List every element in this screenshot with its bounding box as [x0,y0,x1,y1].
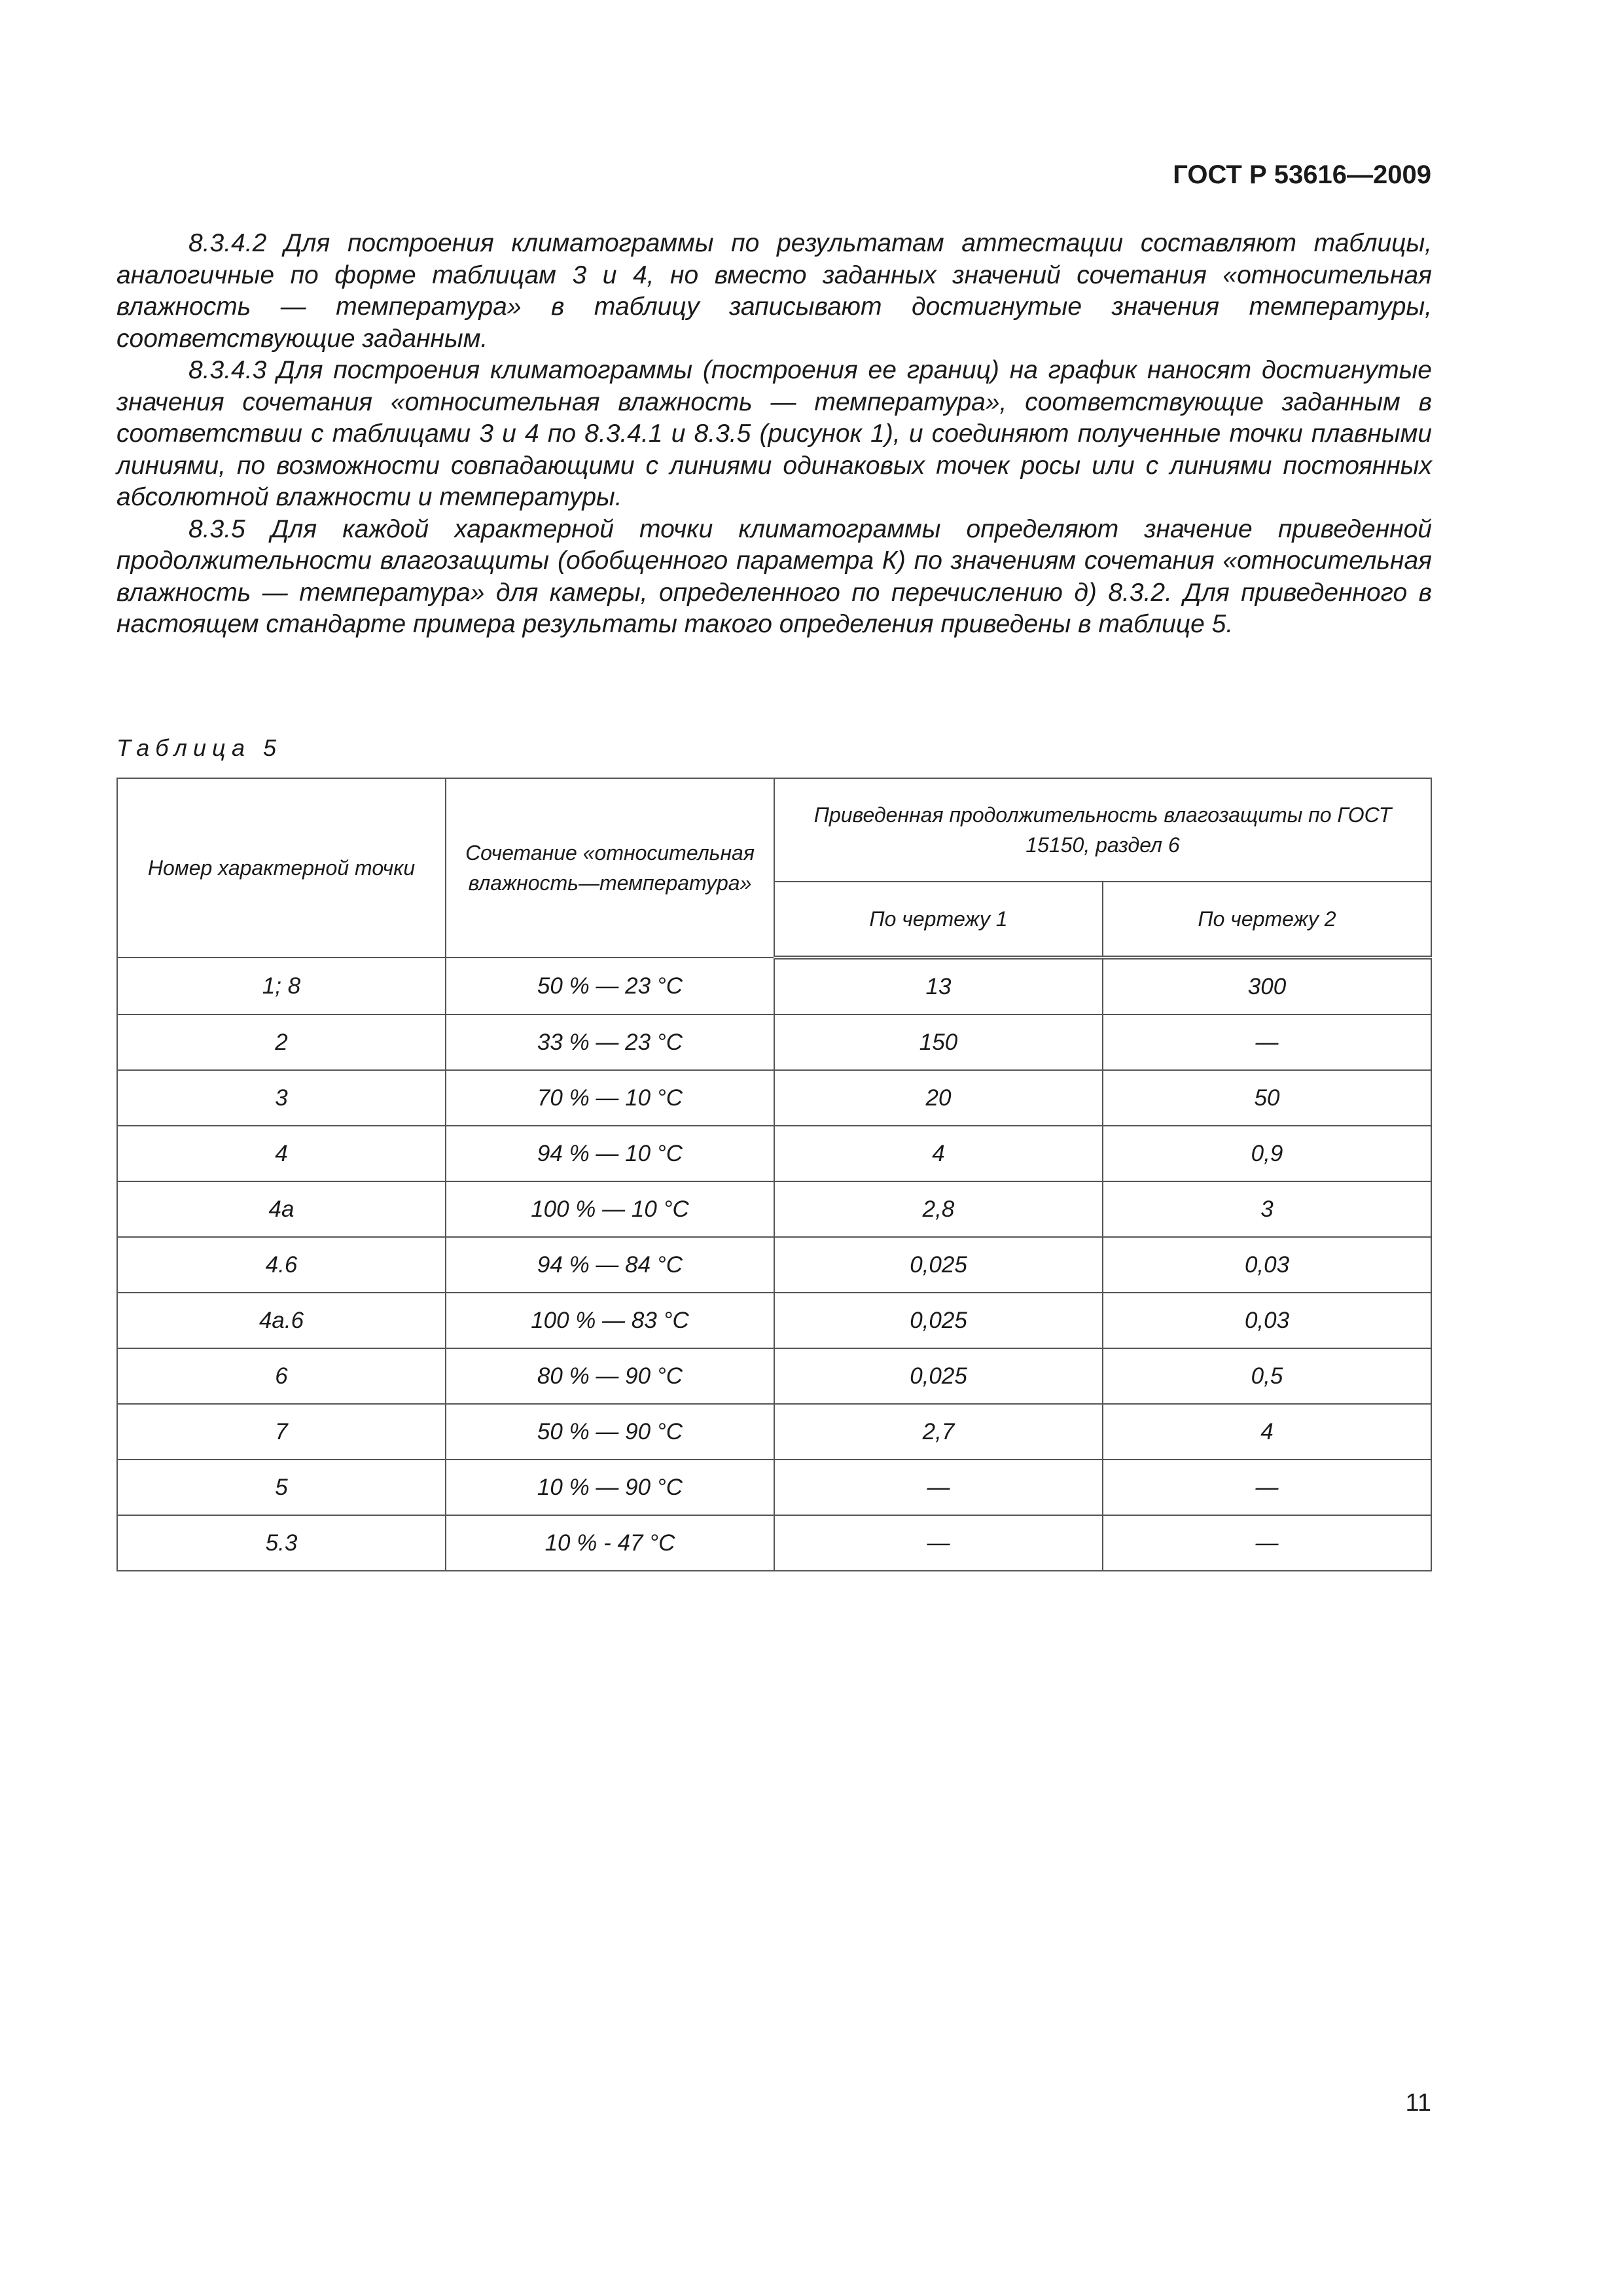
cell-combination: 10 % - 47 °С [446,1515,774,1571]
cell-drawing-2: 0,03 [1103,1237,1431,1293]
cell-drawing-1: — [774,1515,1103,1571]
cell-drawing-2: — [1103,1515,1431,1571]
cell-point: 5.3 [117,1515,446,1571]
body-text [116,228,1432,641]
cell-combination: 50 % — 90 °С [446,1404,774,1460]
table-row [117,958,1431,1014]
cell-drawing-1: 0,025 [774,1293,1103,1348]
paragraph-8-3-4-2: 8.3.4.2 Для построения климатограммы по результатам аттестации составляют таблицы, аналогичные по форме таблицам 3 и 4, но вместо заданных значений сочетания «относительная влажность — температура» в таблицу записывают достигнутые значения температуры, соответствующие заданным. [116,229,1432,353]
table-row [117,1237,1431,1293]
header-duration: Приведенная продолжительность влагозащиты по ГОСТ 15150, раздел 6 [774,778,1431,882]
table-row [117,1181,1431,1237]
header-point-number: Номер характерной точки [117,778,446,958]
table-row [117,1070,1431,1126]
cell-drawing-2: 4 [1103,1404,1431,1460]
cell-combination: 50 % — 23 °С [446,958,774,1014]
cell-drawing-2: 3 [1103,1181,1431,1237]
table-caption: Таблица 5 [116,734,283,761]
cell-point: 7 [117,1404,446,1460]
cell-drawing-1: 13 [774,958,1103,1014]
cell-drawing-1: 0,025 [774,1348,1103,1404]
cell-combination: 33 % — 23 °С [446,1014,774,1070]
cell-drawing-2: 0,9 [1103,1126,1431,1181]
header-combination: Сочетание «относительная влажность—температура» [446,778,774,958]
cell-point: 4а.6 [117,1293,446,1348]
cell-combination: 94 % — 10 °С [446,1126,774,1181]
cell-point: 1; 8 [117,958,446,1014]
table-row [117,1460,1431,1515]
cell-combination: 80 % — 90 °С [446,1348,774,1404]
cell-point: 5 [117,1460,446,1515]
cell-drawing-1: 2,7 [774,1404,1103,1460]
cell-point: 2 [117,1014,446,1070]
cell-combination: 100 % — 10 °С [446,1181,774,1237]
document-code-header: ГОСТ Р 53616—2009 [1173,160,1431,189]
page-number: 11 [1405,2089,1431,2117]
paragraph-8-3-4-3: 8.3.4.3 Для построения климатограммы (построения ее границ) на график наносят достигнутые значения сочетания «относительная влажность — температура», соответствующие заданным в соответствии с таблицами 3 и 4 по 8.3.4.1 и 8.3.5 (рисунок 1), и соединяют полученные точки плавными линиями, по возможности совпадающими с линиями одинаковых точек росы или с линиями постоянных абсолютной влажности и температуры. [116,356,1432,511]
table-5 [116,778,1432,1571]
cell-combination: 70 % — 10 °С [446,1070,774,1126]
paragraph-8-3-5: 8.3.5 Для каждой характерной точки климатограммы определяют значение приведенной продолжительности влагозащиты (обобщенного параметра К) по значениям сочетания «относительная влажность — температура» для камеры, определенного по перечислению д) 8.3.2. Для приведенного в настоящем стандарте примера результаты такого определения приведены в таблице 5. [116,514,1432,638]
cell-point: 4а [117,1181,446,1237]
header-drawing-2: По чертежу 2 [1103,882,1431,958]
cell-combination: 10 % — 90 °С [446,1460,774,1515]
cell-point: 6 [117,1348,446,1404]
cell-drawing-2: 50 [1103,1070,1431,1126]
cell-drawing-2: 300 [1103,958,1431,1014]
table-row [117,1348,1431,1404]
table-row [117,1293,1431,1348]
table-row [117,1515,1431,1571]
cell-drawing-2: — [1103,1014,1431,1070]
cell-point: 3 [117,1070,446,1126]
cell-drawing-1: 20 [774,1070,1103,1126]
header-drawing-1: По чертежу 1 [774,882,1103,958]
cell-drawing-1: 2,8 [774,1181,1103,1237]
cell-combination: 100 % — 83 °С [446,1293,774,1348]
table-row [117,1014,1431,1070]
cell-drawing-1: 150 [774,1014,1103,1070]
cell-drawing-1: 4 [774,1126,1103,1181]
cell-drawing-2: — [1103,1460,1431,1515]
cell-point: 4 [117,1126,446,1181]
cell-combination: 94 % — 84 °С [446,1237,774,1293]
table-row [117,1126,1431,1181]
cell-drawing-2: 0,03 [1103,1293,1431,1348]
cell-drawing-1: 0,025 [774,1237,1103,1293]
table-row [117,1404,1431,1460]
cell-drawing-1: — [774,1460,1103,1515]
cell-drawing-2: 0,5 [1103,1348,1431,1404]
cell-point: 4.6 [117,1237,446,1293]
